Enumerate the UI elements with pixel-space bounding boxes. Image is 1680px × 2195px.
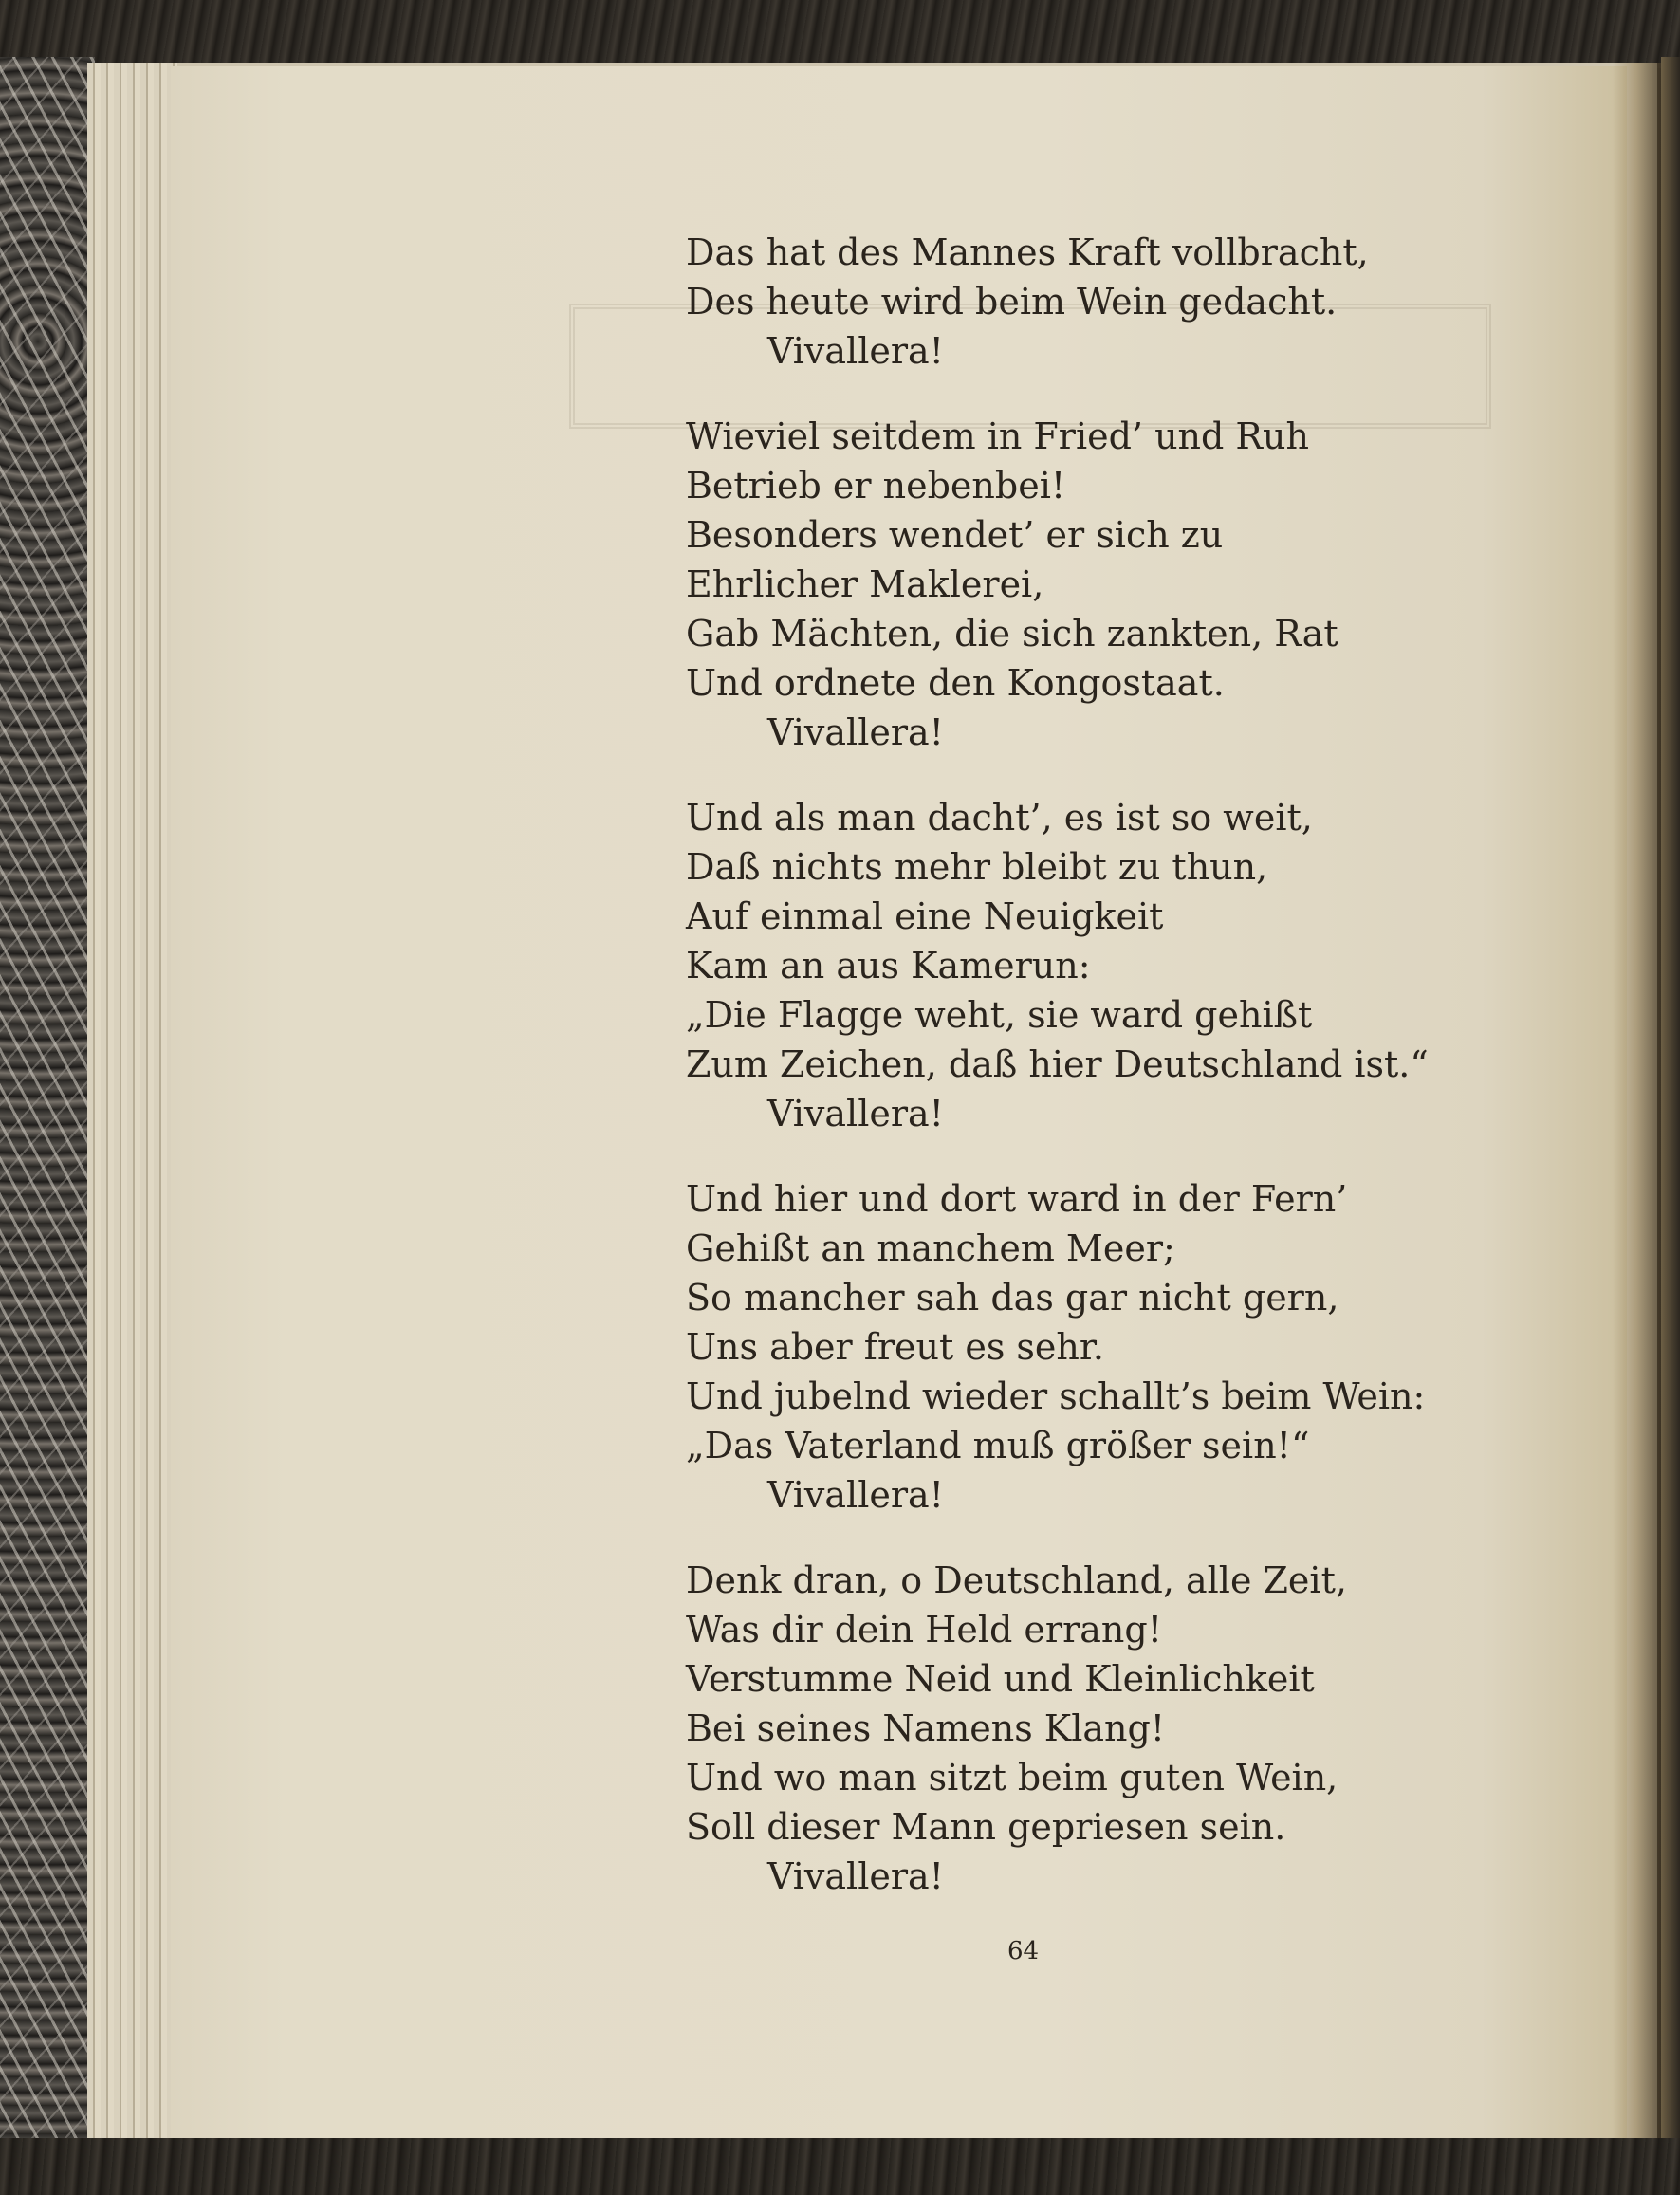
refrain-line: Vivallera! bbox=[767, 1855, 944, 1897]
poem-line: „Die Flagge weht, sie ward gehißt bbox=[686, 994, 1313, 1036]
poem-line: Daß nichts mehr bleibt zu thun, bbox=[686, 846, 1268, 888]
stanza-3 bbox=[686, 793, 1492, 1138]
book-bottom-edge bbox=[0, 2138, 1680, 2195]
poem-line: Auf einmal eine Neuigkeit bbox=[686, 895, 1164, 937]
poem-line: „Das Vaterland muß größer sein!“ bbox=[686, 1425, 1310, 1466]
poem-line: Kam an aus Kamerun: bbox=[686, 945, 1091, 987]
poem-line: Und wo man sitzt beim guten Wein, bbox=[686, 1757, 1338, 1798]
poem-line: Besonders wendet’ er sich zu bbox=[686, 514, 1224, 556]
poem-line: Ehrlicher Maklerei, bbox=[686, 563, 1044, 605]
poem-line: Verstumme Neid und Kleinlichkeit bbox=[686, 1658, 1315, 1700]
marbled-cover-edge bbox=[0, 57, 95, 2144]
gutter-shadow bbox=[1613, 63, 1665, 2148]
stacked-page-edges bbox=[87, 63, 177, 2148]
poem-line: Und ordnete den Kongostaat. bbox=[686, 662, 1225, 704]
poem-text bbox=[686, 228, 1492, 1937]
stanza-5 bbox=[686, 1556, 1492, 1901]
page-number: 64 bbox=[1007, 1937, 1040, 1965]
poem-line: Wieviel seitdem in Fried’ und Ruh bbox=[686, 415, 1309, 457]
poem-line: Soll dieser Mann gepriesen sein. bbox=[686, 1806, 1286, 1848]
poem-line: Das hat des Mannes Kraft vollbracht, bbox=[686, 231, 1369, 273]
stanza-4 bbox=[686, 1174, 1492, 1520]
poem-line: So mancher sah das gar nicht gern, bbox=[686, 1277, 1339, 1319]
poem-line: Zum Zeichen, daß hier Deutschland ist.“ bbox=[686, 1043, 1429, 1085]
poem-line: Und jubelnd wieder schallt’s beim Wein: bbox=[686, 1375, 1426, 1417]
stanza-2 bbox=[686, 412, 1492, 757]
poem-line: Was dir dein Held errang! bbox=[686, 1609, 1162, 1651]
stanza-1 bbox=[686, 228, 1492, 376]
poem-line: Gehißt an manchem Meer; bbox=[686, 1227, 1175, 1269]
poem-line: Gab Mächten, die sich zankten, Rat bbox=[686, 613, 1338, 655]
poem-line: Und hier und dort ward in der Fern’ bbox=[686, 1178, 1348, 1220]
poem-line: Und als man dacht’, es ist so weit, bbox=[686, 797, 1313, 839]
poem-line: Bei seines Namens Klang! bbox=[686, 1707, 1166, 1749]
poem-line: Des heute wird beim Wein gedacht. bbox=[686, 281, 1338, 323]
refrain-line: Vivallera! bbox=[767, 711, 944, 753]
binding-edge bbox=[1661, 57, 1680, 2144]
book-top-edge bbox=[0, 0, 1680, 68]
poem-line: Denk dran, o Deutschland, alle Zeit, bbox=[686, 1559, 1347, 1601]
poem-line: Betrieb er nebenbei! bbox=[686, 465, 1066, 507]
refrain-line: Vivallera! bbox=[767, 1093, 944, 1134]
refrain-line: Vivallera! bbox=[767, 330, 944, 372]
refrain-line: Vivallera! bbox=[767, 1474, 944, 1516]
poem-line: Uns aber freut es sehr. bbox=[686, 1326, 1104, 1368]
